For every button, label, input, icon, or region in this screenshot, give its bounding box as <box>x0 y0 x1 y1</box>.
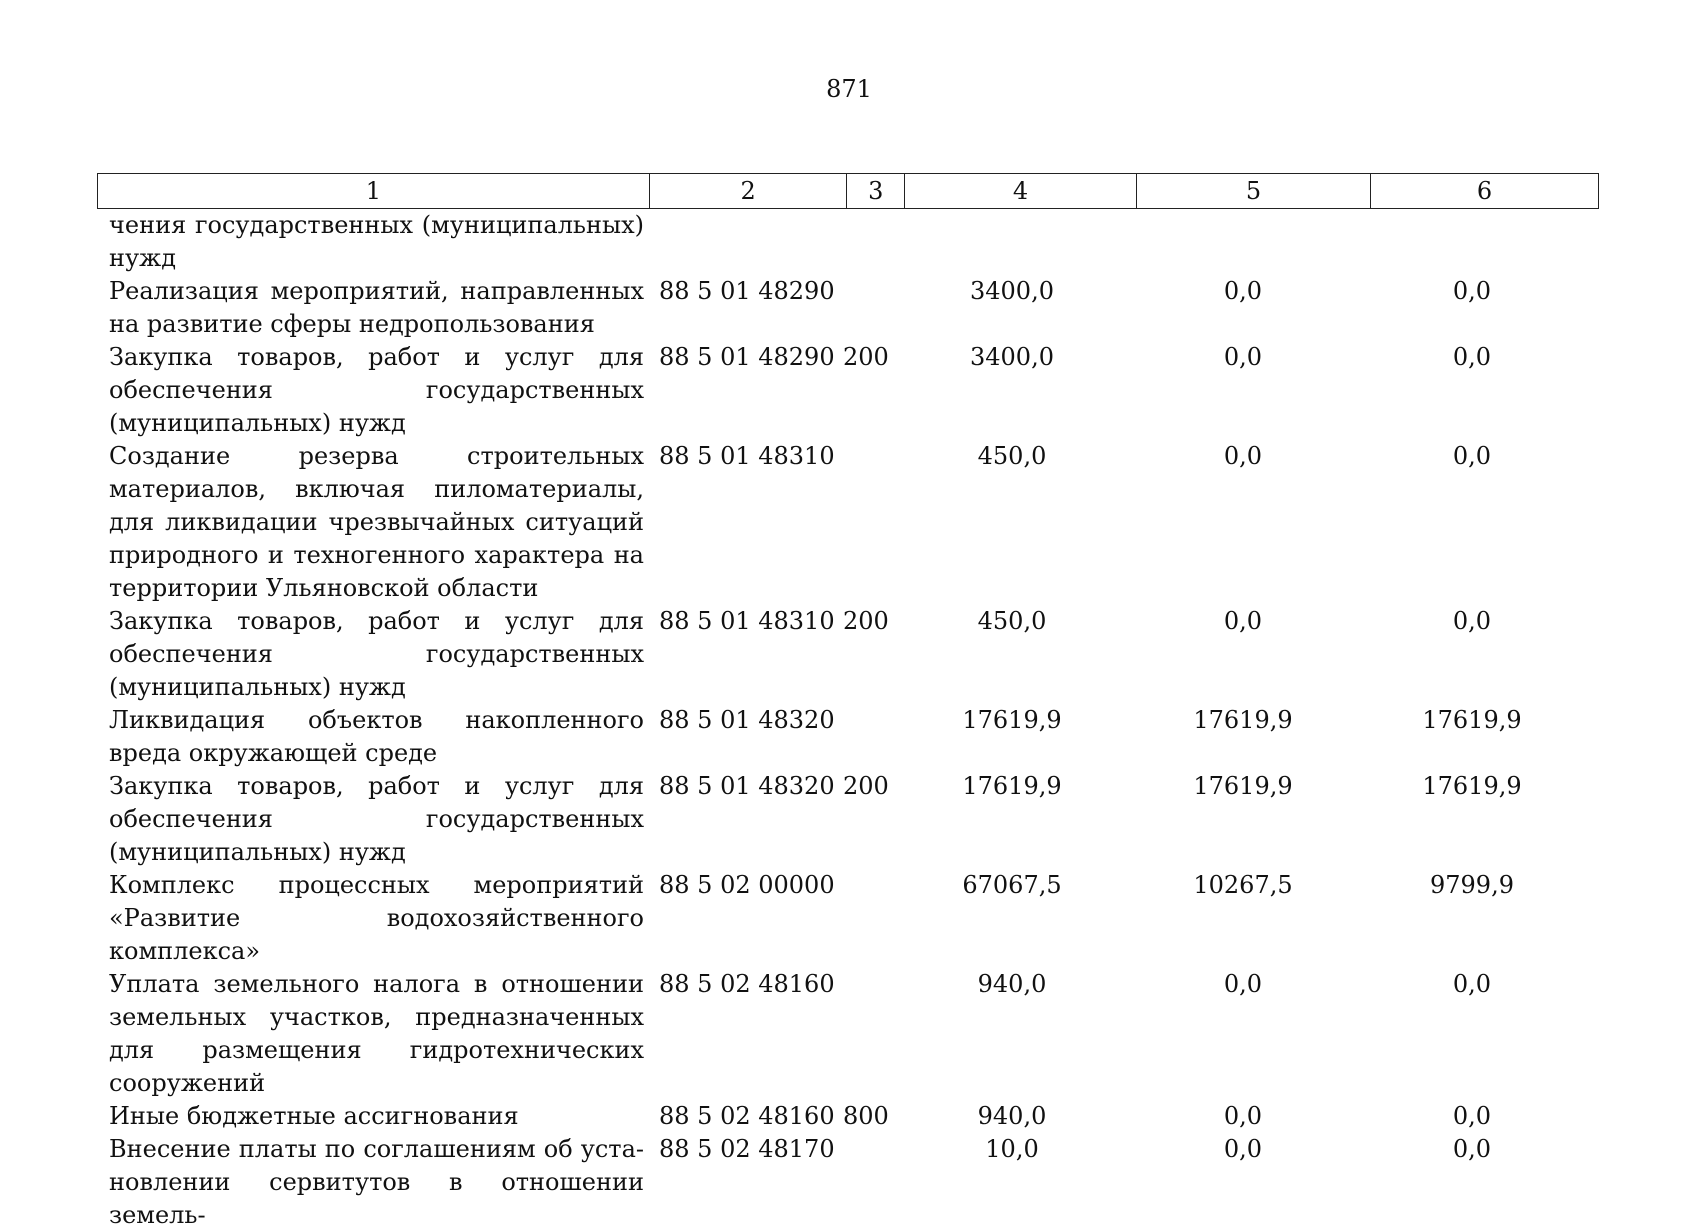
row-value-6: 0,0 <box>1452 277 1492 305</box>
row-value-6: 0,0 <box>1452 607 1492 635</box>
header-col-3: 3 <box>847 174 904 209</box>
row-value-5: 0,0 <box>1223 442 1263 470</box>
row-type <box>840 869 897 968</box>
row-name: Иные бюджетные ассигнования <box>109 1102 519 1130</box>
row-code: 88 5 01 48320 <box>659 772 835 800</box>
row-name: чения государственных (муниципальных) нужд <box>109 211 644 272</box>
row-value-5: 0,0 <box>1223 343 1263 371</box>
row-code: 88 5 01 48290 <box>659 343 835 371</box>
row-value-5: 17619,9 <box>1193 706 1293 734</box>
table-row <box>97 770 1599 869</box>
row-type <box>840 968 897 1100</box>
row-value-4: 3400,0 <box>970 343 1054 371</box>
row-type <box>840 275 897 341</box>
row-value-4: 67067,5 <box>962 871 1062 899</box>
row-value-6: 0,0 <box>1452 970 1492 998</box>
row-value-6: 0,0 <box>1452 343 1492 371</box>
table-row <box>97 209 1599 275</box>
table-row <box>97 440 1599 605</box>
row-value-5: 0,0 <box>1223 1102 1263 1130</box>
row-code: 88 5 01 48310 <box>659 607 835 635</box>
table-row <box>97 605 1599 704</box>
page-number: 871 <box>826 75 872 103</box>
table-row <box>97 704 1599 770</box>
row-name: Закупка товаров, работ и услуг для обеспечения государственных (муниципальных) нужд <box>109 607 644 701</box>
table-row <box>97 1133 1599 1232</box>
row-code: 88 5 02 00000 <box>659 871 835 899</box>
table-row <box>97 341 1599 440</box>
row-value-5: 0,0 <box>1223 277 1263 305</box>
row-type <box>840 440 897 605</box>
row-code: 88 5 02 48160 <box>659 1102 835 1130</box>
header-col-5: 5 <box>1136 174 1370 209</box>
row-value-4: 10,0 <box>985 1135 1039 1163</box>
row-value-4: 3400,0 <box>970 277 1054 305</box>
row-code: 88 5 01 48290 <box>659 277 835 305</box>
row-type: 200 <box>843 607 889 635</box>
table-row <box>97 869 1599 968</box>
row-value-5 <box>1127 209 1359 275</box>
row-value-6 <box>1359 209 1585 275</box>
table-header <box>97 173 1599 209</box>
row-type <box>840 704 897 770</box>
row-value-5: 10267,5 <box>1193 871 1293 899</box>
header-col-2: 2 <box>649 174 847 209</box>
row-value-6: 17619,9 <box>1422 772 1522 800</box>
row-value-5: 0,0 <box>1223 607 1263 635</box>
table-row <box>97 968 1599 1100</box>
row-type <box>840 1133 897 1232</box>
row-value-5: 0,0 <box>1223 970 1263 998</box>
table-body <box>97 209 1599 1232</box>
row-value-5: 0,0 <box>1223 1135 1263 1163</box>
row-name: Закупка товаров, работ и услуг для обеспечения государственных (муниципальных) нужд <box>109 343 644 437</box>
row-value-6: 0,0 <box>1452 1102 1492 1130</box>
row-name: Комплекс процессных мероприятий «Развитие водохозяйственного комплекса» <box>109 871 644 965</box>
row-name: Реализация мероприятий, направленных на развитие сферы недропользования <box>109 277 644 338</box>
table-row <box>97 275 1599 341</box>
row-value-4 <box>897 209 1127 275</box>
row-value-6: 0,0 <box>1452 442 1492 470</box>
row-value-4: 940,0 <box>977 970 1047 998</box>
row-value-4: 17619,9 <box>962 706 1062 734</box>
row-value-4: 450,0 <box>977 607 1047 635</box>
header-col-1: 1 <box>98 174 650 209</box>
row-value-4: 17619,9 <box>962 772 1062 800</box>
row-name: Ликвидация объектов накопленного вреда окружающей среде <box>109 706 644 767</box>
row-name: Уплата земельного налога в отношении земельных участков, предназначенных для размещения гидротехнических сооружений <box>109 970 644 1097</box>
row-type: 200 <box>843 772 889 800</box>
row-value-4: 450,0 <box>977 442 1047 470</box>
row-name: Создание резерва строительных материалов, включая пиломатериалы, для ликвидации чрезвычайных ситуаций природного и техногенного характера на территории Ульяновской области <box>109 442 644 602</box>
row-code: 88 5 01 48310 <box>659 442 835 470</box>
header-col-4: 4 <box>904 174 1136 209</box>
row-name: Внесение платы по соглашениям об установлении сервитутов в отношении земель- <box>109 1135 644 1229</box>
row-type <box>840 209 897 275</box>
row-value-4: 940,0 <box>977 1102 1047 1130</box>
row-value-5: 17619,9 <box>1193 772 1293 800</box>
row-code <box>644 209 840 275</box>
table-row <box>97 1100 1599 1133</box>
row-type: 800 <box>843 1102 889 1130</box>
row-value-6: 17619,9 <box>1422 706 1522 734</box>
row-value-6: 0,0 <box>1452 1135 1492 1163</box>
row-type: 200 <box>843 343 889 371</box>
header-col-6: 6 <box>1370 174 1598 209</box>
row-code: 88 5 01 48320 <box>659 706 835 734</box>
row-code: 88 5 02 48170 <box>659 1135 835 1163</box>
row-code: 88 5 02 48160 <box>659 970 835 998</box>
row-value-6: 9799,9 <box>1430 871 1514 899</box>
row-name: Закупка товаров, работ и услуг для обеспечения государственных (муниципальных) нужд <box>109 772 644 866</box>
